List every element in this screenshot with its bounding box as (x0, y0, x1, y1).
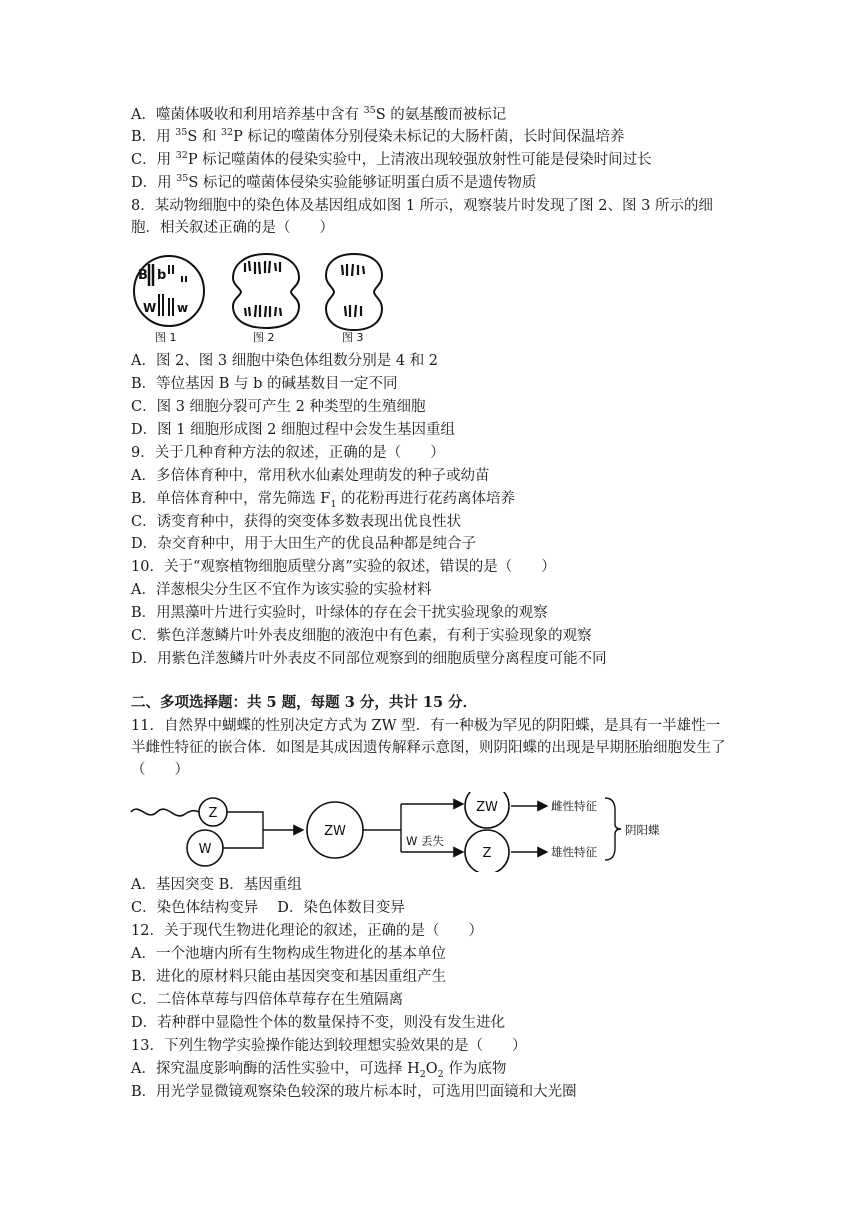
q12-option-c: C．二倍体草莓与四倍体草莓存在生殖隔离 (131, 992, 404, 1008)
q9-option-b: B．单倍体育种中，常先筛选 $F_1$ 的花粉再进行花药离体培养 (131, 491, 515, 510)
w-loss-label: W 丢失 (406, 834, 445, 848)
mosaic-butterfly-label: 阴阳蝶 (625, 823, 660, 837)
daughter-z-label: Z (482, 846, 492, 861)
q7-option-b: B．用 $^{35}$S 和 $^{32}$P 标记的噬菌体分别侵染未标记的大肠杆菌，长时间保温培养 (131, 127, 625, 145)
q11-stem: 11．自然界中蝴蝶的性别决定方式为 ZW 型．有一种极为罕见的阴阳蝶，是具有一半雄性一半雌性特征的嵌合体．如图是其成因遗传解释示意图，则阴阳蝶的出现是早期胚胎细胞发生了（ ） (131, 718, 726, 778)
fertilization-bracket (223, 812, 263, 848)
gene-w-label: w (177, 301, 189, 315)
q8-option-b: B．等位基因 B 与 b 的碱基数目一定不同 (131, 376, 398, 392)
q10-stem: 10．关于“观察植物细胞质壁分离”实验的叙述，错误的是（ ） (131, 559, 556, 575)
figure-3-cell (326, 254, 382, 344)
q10-option-b: B．用黑藻叶片进行实验时，叶绿体的存在会干扰实验现象的观察 (131, 605, 548, 621)
q9-option-a: A．多倍体育种中，常用秋水仙素处理萌发的种子或幼苗 (131, 468, 490, 484)
q9-option-d: D．杂交育种中，用于大田生产的优良品种都是纯合子 (131, 536, 477, 552)
q12-stem: 12．关于现代生物进化理论的叙述，正确的是（ ） (131, 923, 483, 939)
q8-cell-figures (129, 250, 389, 346)
q7-option-c: C．用 $^{32}$P 标记噬菌体的侵染实验中，上清液出现较强放射性可能是侵染时间过长 (131, 150, 652, 168)
q12-option-d: D．若种群中显隐性个体的数量保持不变，则没有发生进化 (131, 1015, 506, 1031)
q7-option-d: D．用 $^{35}$S 标记的噬菌体侵染实验能够证明蛋白质不是遗传物质 (131, 173, 537, 191)
section-2-heading: 二、多项选择题：共 5 题，每题 3 分，共计 15 分． (131, 694, 478, 711)
q8-stem: 8．某动物细胞中的染色体及基因组成如图 1 所示，观察装片时发现了图 2、图 3 所示的细胞．相关叙述正确的是（ ） (131, 198, 713, 236)
q7-option-a: A．噬菌体吸收和利用培养基中含有 $^{35}$S 的氨基酸而被标记 (131, 105, 507, 123)
q10-option-a: A．洋葱根尖分生区不宜作为该实验的实验材料 (131, 582, 432, 598)
sperm-tail (131, 809, 199, 816)
gene-W-label: W (143, 301, 157, 315)
q12-option-b: B．进化的原材料只能由基因突变和基因重组产生 (131, 969, 447, 985)
q12-option-a: A．一个池塘内所有生物构成生物进化的基本单位 (131, 946, 446, 962)
q11-options-row-1: A．基因突变 B．基因重组 (131, 877, 302, 893)
q8-option-d: D．图 1 细胞形成图 2 细胞过程中会发生基因重组 (131, 422, 456, 438)
figure-1-label: 图 1 (155, 331, 177, 344)
q13-option-b: B．用光学显微镜观察染色较深的玻片标本时，可选用凹面镜和大光圈 (131, 1084, 577, 1100)
q11-mosaic-diagram (129, 792, 689, 872)
egg-chromosome-label: W (198, 842, 212, 857)
sperm-chromosome-label: Z (208, 806, 218, 821)
daughter-zw-label: ZW (476, 800, 498, 815)
q13-stem: 13．下列生物学实验操作能达到较理想实验效果的是（ ） (131, 1038, 527, 1054)
male-trait-label: 雄性特征 (551, 845, 597, 859)
figure-2-label: 图 2 (253, 331, 275, 344)
female-trait-label: 雌性特征 (551, 799, 597, 813)
figure-2-cell (233, 254, 299, 344)
q8-option-c: C．图 3 细胞分裂可产生 2 种类型的生殖细胞 (131, 399, 426, 415)
figure-1-cell (134, 256, 204, 344)
q8-option-a: A．图 2、图 3 细胞中染色体组数分别是 4 和 2 (131, 353, 439, 369)
curly-brace (605, 798, 621, 860)
gene-b-label: b (157, 268, 167, 283)
q10-option-c: C．紫色洋葱鳞片叶外表皮细胞的液泡中有色素，有利于实验现象的观察 (131, 628, 592, 644)
q11-options-row-2: C．染色体结构变异 D．染色体数目变异 (131, 900, 405, 916)
zygote-label: ZW (324, 824, 346, 839)
figure-3-label: 图 3 (342, 331, 364, 344)
q9-option-c: C．诱变育种中，获得的突变体多数表现出优良性状 (131, 514, 462, 530)
q13-option-a: A．探究温度影响酶的活性实验中，可选择 $H_2O_2$ 作为底物 (131, 1061, 507, 1080)
q9-stem: 9．关于几种育种方法的叙述，正确的是（ ） (131, 445, 445, 461)
gene-B-label: B (138, 268, 148, 283)
q10-option-d: D．用紫色洋葱鳞片叶外表皮不同部位观察到的细胞质壁分离程度可能不同 (131, 651, 607, 667)
